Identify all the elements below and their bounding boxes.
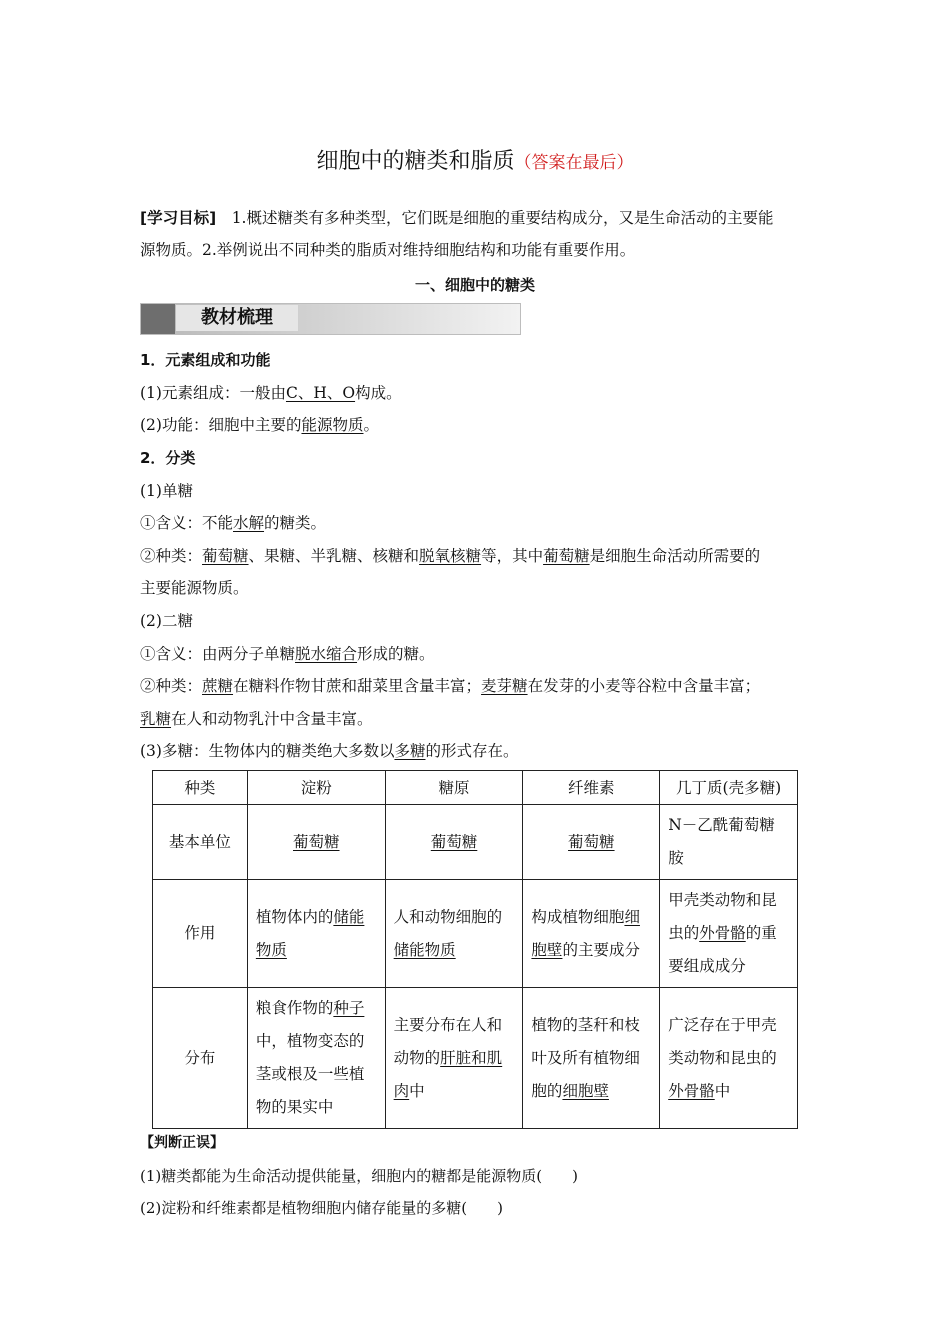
answer-blank: 脱水缩合 <box>295 645 358 663</box>
page-title <box>0 144 950 175</box>
objectives-line-1 <box>140 208 773 228</box>
header-cell: 淀粉 <box>247 771 385 805</box>
monosaccharide-heading: (1)单糖 <box>140 482 193 500</box>
polysaccharide-table <box>152 770 798 1129</box>
table-cell: 植物体内的储能 物质 <box>247 880 385 988</box>
table-cell: 植物的茎秆和枝 叶及所有植物细 胞的细胞壁 <box>523 988 660 1129</box>
answer-blank: 水解 <box>233 514 265 532</box>
row-label: 分布 <box>153 988 248 1129</box>
table-cell: 甲壳类动物和昆 虫的外骨骼的重 要组成成分 <box>660 880 798 988</box>
row-label: 基本单位 <box>153 805 248 880</box>
disaccharide-heading: (2)二糖 <box>140 612 193 630</box>
header-cell: 纤维素 <box>523 771 660 805</box>
answer-blank: 麦芽糖 <box>481 677 528 695</box>
table-cell: 人和动物细胞的 储能物质 <box>385 880 523 988</box>
disaccharide-definition: ①含义：由两分子单糖脱水缩合形成的糖。 <box>140 645 435 663</box>
objectives-text-1: 1.概述糖类有多种类型，它们既是细胞的重要结构成分，又是生命活动的主要能 <box>231 209 774 227</box>
answer-blank: 能源物质 <box>301 416 364 434</box>
judge-question-2: (2)淀粉和纤维素都是植物细胞内储存能量的多糖( ) <box>140 1199 503 1217</box>
table-cell: 广泛存在于甲壳 类动物和昆虫的 外骨骼中 <box>660 988 798 1129</box>
table-cell: 葡萄糖 <box>523 805 660 880</box>
para-function: (2)功能：细胞中主要的能源物质。 <box>140 416 379 434</box>
objectives-line-2: 源物质。2.举例说出不同种类的脂质对维持细胞结构和功能有重要作用。 <box>140 241 636 259</box>
banner-label: 教材梳理 <box>176 305 298 331</box>
answer-blank: 蔗糖 <box>202 677 234 695</box>
table-row <box>153 880 798 988</box>
answer-blank: 葡萄糖 <box>543 547 590 565</box>
table-cell: N－乙酰葡萄糖 胺 <box>660 805 798 880</box>
table-row <box>153 805 798 880</box>
table-cell: 构成植物细胞细 胞壁的主要成分 <box>523 880 660 988</box>
title-text: 细胞中的糖类和脂质 <box>316 149 515 174</box>
section-heading: 一、细胞中的糖类 <box>414 276 535 294</box>
row-label: 作用 <box>153 880 248 988</box>
header-cell: 几丁质(壳多糖) <box>660 771 798 805</box>
monosaccharide-types: ②种类：葡萄糖、果糖、半乳糖、核糖和脱氧核糖等，其中葡萄糖是细胞生命活动所需要的 <box>140 547 761 565</box>
monosaccharide-definition: ①含义：不能水解的糖类。 <box>140 514 327 532</box>
header-cell: 糖原 <box>385 771 523 805</box>
disaccharide-types-cont: 乳糖在人和动物乳汁中含量丰富。 <box>140 710 373 728</box>
answer-blank: 脱氧核糖 <box>419 547 482 565</box>
objectives-label: [学习目标] <box>140 209 217 227</box>
polysaccharide-line: (3)多糖：生物体内的糖类绝大多数以多糖的形式存在。 <box>140 742 519 760</box>
heading-classification: 2．分类 <box>140 449 196 467</box>
answer-blank: 葡萄糖 <box>202 547 249 565</box>
table-cell: 葡萄糖 <box>385 805 523 880</box>
answer-blank: 多糖 <box>394 742 426 760</box>
section-banner <box>140 303 521 335</box>
judge-heading: 【判断正误】 <box>140 1135 224 1151</box>
table-cell: 主要分布在人和 动物的肝脏和肌 肉中 <box>385 988 523 1129</box>
monosaccharide-types-cont: 主要能源物质。 <box>140 579 249 597</box>
answer-blank: C、H、O <box>285 384 356 402</box>
para-composition: (1)元素组成：一般由C、H、O构成。 <box>140 384 402 402</box>
table-row <box>153 988 798 1129</box>
title-note: （答案在最后） <box>514 153 634 173</box>
disaccharide-types: ②种类：蔗糖在糖料作物甘蔗和甜菜里含量丰富；麦芽糖在发芽的小麦等谷粒中含量丰富； <box>140 677 761 695</box>
answer-blank: 乳糖 <box>140 710 172 728</box>
header-cell: 种类 <box>153 771 248 805</box>
table-cell: 葡萄糖 <box>247 805 385 880</box>
judge-question-1: (1)糖类都能为生命活动提供能量，细胞内的糖都是能源物质( ) <box>140 1167 578 1185</box>
table-cell: 粮食作物的种子 中，植物变态的 茎或根及一些植 物的果实中 <box>247 988 385 1129</box>
heading-composition: 1．元素组成和功能 <box>140 351 271 369</box>
table-header-row <box>153 771 798 805</box>
